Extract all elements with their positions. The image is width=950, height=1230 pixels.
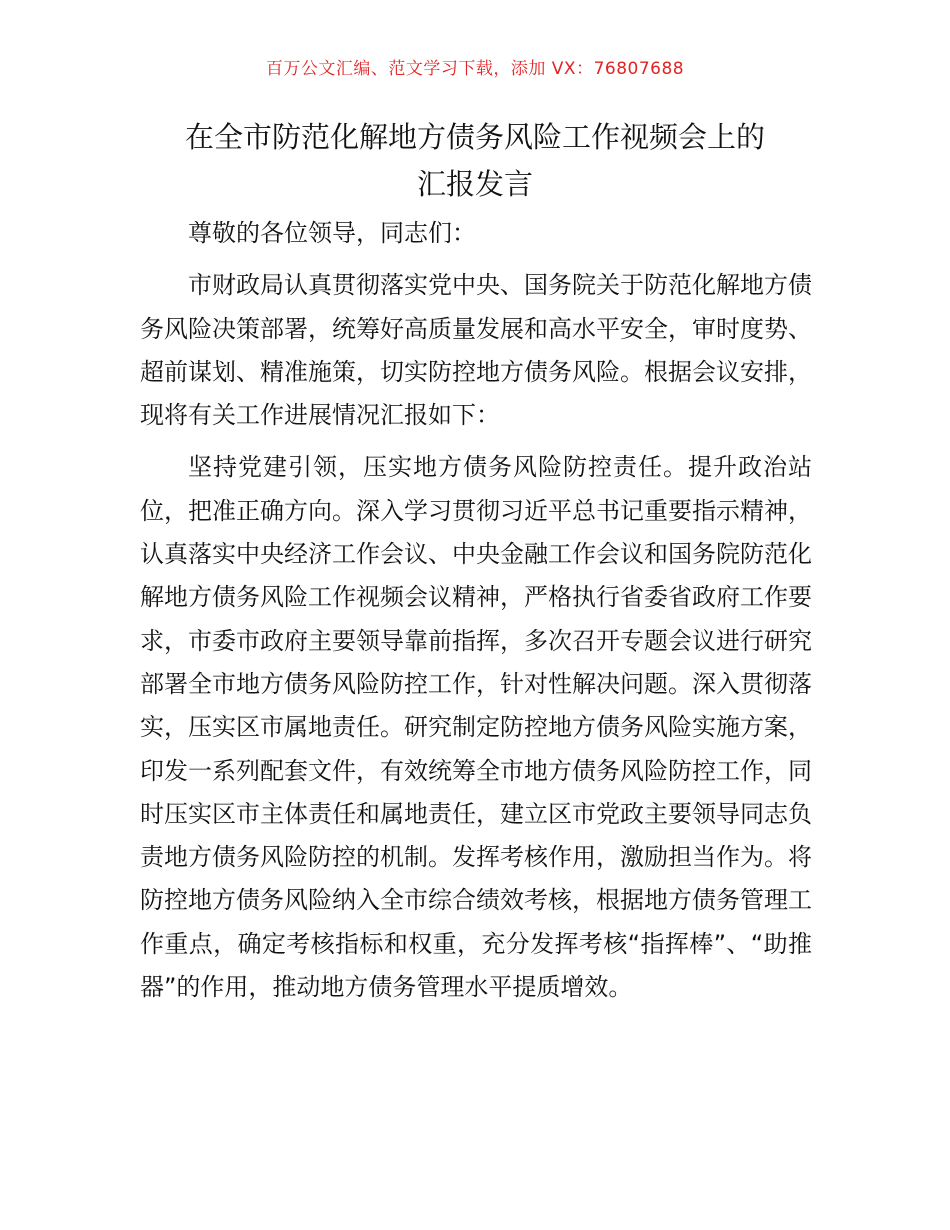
title-line-1: 在全市防范化解地方债务风险工作视频会上的	[184, 120, 765, 154]
paragraph-intro: 市财政局认真贯彻落实党中央、国务院关于防范化解地方债务风险决策部署，统筹好高质量发展和高水平安全，审时度势、超前谋划、精准施策，切实防控地方债务风险。根据会议安排，现将有关工作进展情况汇报如下：	[140, 271, 812, 430]
paragraph-party-leadership: 坚持党建引领，压实地方债务风险防控责任。提升政治站位，把准正确方向。深入学习贯彻习近平总书记重要指示精神，认真落实中央经济工作会议、中央金融工作会议和国务院防范化解地方债务风险工作视频会议精神，严格执行省委省政府工作要求，市委市政府主要领导靠前指挥，多次召开专题会议进行研究部署全市地方债务风险防控工作，针对性解决问题。深入贯彻落实，压实区市属地责任。研究制定防控地方债务风险实施方案，印发一系列配套文件，有效统筹全市地方债务风险防控工作，同时压实区市主体责任和属地责任，建立区市党政主要领导同志负责地方债务风险防控的机制。发挥考核作用，激励担当作为。将防控地方债务风险纳入全市综合绩效考核，根据地方债务管理工作重点，确定考核指标和权重，充分发挥考核“指挥棒”、“助推器”的作用，推动地方债务管理水平提质增效。	[140, 453, 812, 1002]
promo-header: 百万公文汇编、范文学习下载，添加 VX：76807688	[265, 59, 685, 79]
document-title	[130, 114, 820, 208]
document-body	[140, 212, 812, 1018]
title-line-2: 汇报发言	[416, 167, 533, 201]
salutation: 尊敬的各位领导，同志们：	[188, 219, 476, 247]
